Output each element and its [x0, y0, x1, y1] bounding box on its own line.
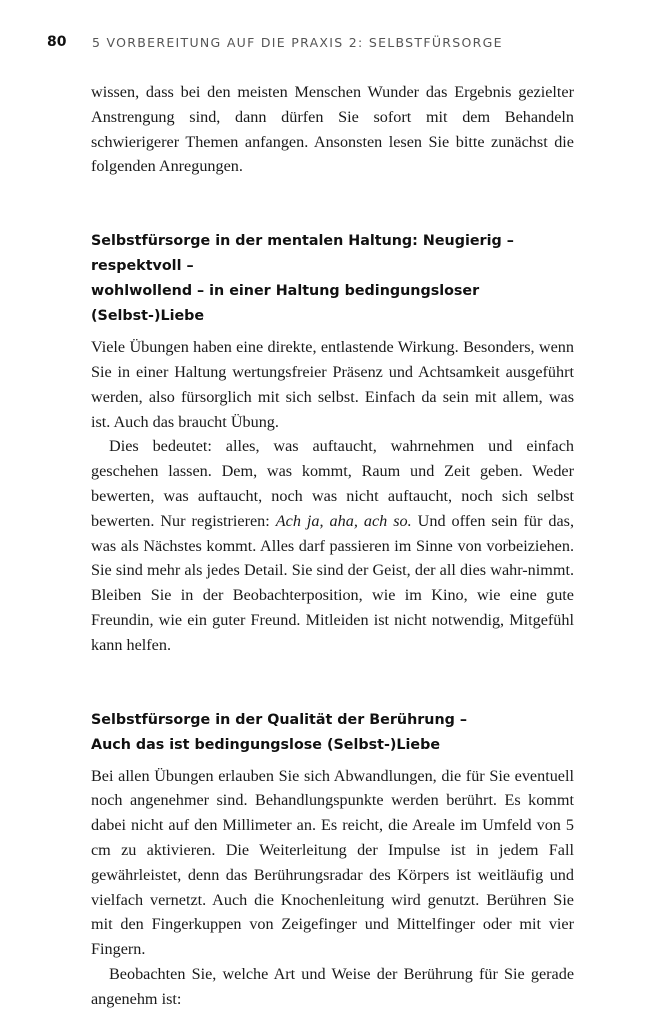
section-heading-mental-attitude: [91, 229, 574, 329]
heading-line: Selbstfürsorge in der mentalen Haltung: Neugierig – respektvoll –: [91, 233, 514, 275]
body-paragraph: Bei allen Übungen erlauben Sie sich Abwandlungen, die für Sie eventuell noch angenehmer sind. Behandlungspunkte werden berührt. Es kommt dabei nicht auf den Millimeter an. Es reicht, die Areale im Umfeld von 5 cm zu aktivieren. Die Weiterleitung der Impulse ist in jedem Fall gewährleistet, denn das Berührungsradar des Körpers ist weitläufig und vielfach vernetzt. Auch die Knochenleitung wird genutzt. Berühren Sie mit den Fingerkuppen von Zeigefinger und Mittelfinger oder mit vier Fingern.: [91, 766, 574, 959]
page-header: [47, 34, 610, 54]
body-paragraph: Beobachten Sie, welche Art und Weise der Berührung für Sie gerade angenehm ist:: [91, 964, 574, 1008]
section-heading-touch-quality: [91, 708, 574, 758]
text-run: Dies bedeutet: alles, was auftaucht, wahrnehmen und einfach geschehen lassen. Dem, was kommt, Raum und Zeit geben. Weder bewerten, was auftaucht, noch was nicht auftaucht, noch sich selbst bewerten. Nur registrieren:: [91, 437, 574, 530]
body-paragraph: Viele Übungen haben eine direkte, entlastende Wirkung. Besonders, wenn Sie in einer Haltung wertungsfreier Präsenz und Achtsamkeit ausgeführt werden, also fürsorglich mit sich selbst. Einfach da sein mit allem, was ist. Auch das braucht Übung.: [91, 338, 574, 431]
italic-phrase: Ach ja, aha, ach so.: [275, 511, 412, 530]
section-spacer: [91, 658, 574, 708]
heading-line: Selbstfürsorge in der Qualität der Berührung –: [91, 711, 468, 728]
running-head: 5 VORBEREITUNG AUF DIE PRAXIS 2: SELBSTFÜRSORGE: [92, 35, 503, 50]
page-body: [91, 80, 574, 1012]
heading-line: wohlwollend – in einer Haltung bedingungsloser (Selbst-)Liebe: [91, 283, 480, 325]
body-paragraph: [91, 434, 574, 657]
text-run: Und offen sein für das, was als Nächstes kommt. Alles darf passieren im Sinne von vorbeiziehen. Sie sind mehr als jedes Detail. Sie sind der Geist, der all dies wahr-nimmt. Bleiben Sie in der Beobachterposition, wie im Kino, wie eine gute Freundin, wie ein guter Freund. Mitleiden ist nicht notwendig, Mitgefühl kann helfen.: [91, 511, 574, 654]
section-spacer: [91, 179, 574, 229]
page-number: 80: [47, 34, 67, 50]
heading-line: Auch das ist bedingungslose (Selbst-)Liebe: [91, 736, 441, 753]
intro-paragraph: wissen, dass bei den meisten Menschen Wunder das Ergebnis gezielter Anstrengung sind, dann dürfen Sie sofort mit dem Behandeln schwierigerer Themen anfangen. Ansonsten lesen Sie bitte zunächst die folgenden Anregungen.: [91, 83, 574, 176]
